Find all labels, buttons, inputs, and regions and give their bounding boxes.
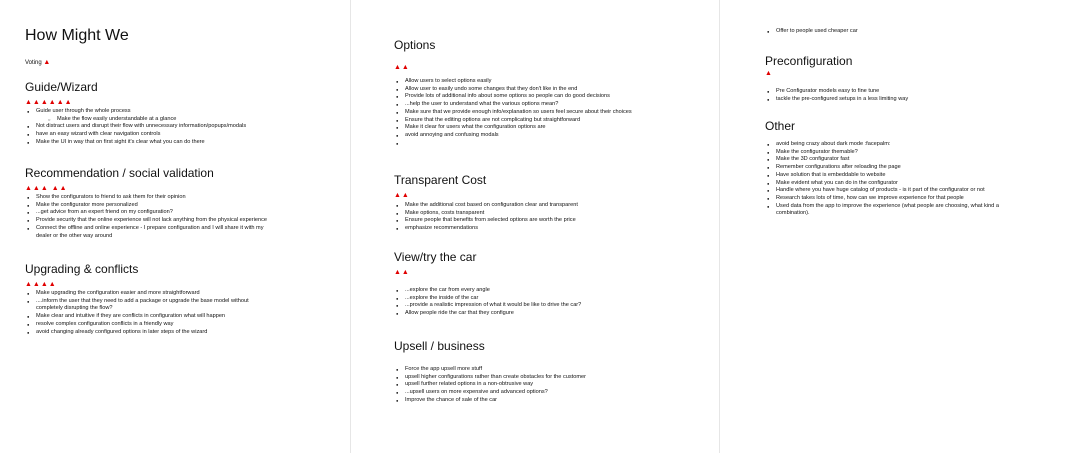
list-item: ● Provide lots of additional info about some options so people can do good decisions — [394, 93, 714, 101]
list-item: ● Make clear and intuitive if they are conflicts in configuration what will happen — [25, 313, 345, 321]
list-item: ● Make the configurator more personalized — [25, 202, 345, 210]
vote-mark-icon: ▲ — [43, 59, 52, 66]
list-item: ● Offer to people used cheaper car — [765, 28, 1065, 36]
list-item: ● Make sure that we provide enough info/explanation so users feel secure about their choices — [394, 109, 714, 117]
list-item: ● upsell higher configurations rather than create obstacles for the customer — [394, 374, 714, 382]
vote-markers: ▲▲ — [394, 269, 410, 276]
list-item: ● Pre Configurator models easy to fine tune — [765, 88, 1065, 96]
list-item: ● Handle where you have huge catalog of products - is it part of the configurator or not — [765, 187, 1065, 195]
list-item: ● ...help the user to understand what the various options mean? — [394, 101, 714, 109]
list-item: ● Make evident what you can do in the configurator — [765, 180, 1065, 188]
bullet-list-view-try — [394, 287, 714, 318]
list-item: ● Research takes lots of time, how can we improve experience for that people — [765, 195, 1065, 203]
list-item: ● Not distract users and disrupt their flow with unnecessary information/popups/modals — [25, 123, 345, 131]
section-heading-guide-wizard: Guide/Wizard — [25, 80, 98, 94]
voting-label: Voting — [25, 60, 42, 66]
bullet-list-upgrading — [25, 290, 345, 336]
list-item: ● Remember configurations after reloading the page — [765, 164, 1065, 172]
vote-markers: ▲▲▲ ▲▲ — [25, 185, 68, 192]
list-item: ● avoid annoying and confusing modals — [394, 132, 714, 140]
section-heading-preconfiguration: Preconfiguration — [765, 54, 853, 68]
bullet-list-continued — [765, 28, 1065, 36]
list-item: ● Improve the chance of sale of the car — [394, 397, 714, 405]
list-item: ● emphasize recommendations — [394, 225, 714, 233]
list-item: ● ...explore the inside of the car — [394, 295, 714, 303]
vote-markers: ▲▲ — [394, 64, 410, 71]
list-item: ● Make it clear for users what the configuration options are — [394, 124, 714, 132]
list-item: ● Show the configurators to friend to ask them for their opinion — [25, 194, 345, 202]
bullet-list-guide-wizard — [25, 108, 345, 147]
list-item: ● Ensure that the editing options are not complicating but straightforward — [394, 117, 714, 125]
list-item: ● ...explore the car from every angle — [394, 287, 714, 295]
list-item: ● Used data from the app to improve the experience (what people are choosing, what kind a — [765, 203, 1065, 211]
list-item: ● avoid being crazy about dark mode :facepalm: — [765, 141, 1065, 149]
vote-markers: ▲ — [765, 70, 773, 77]
document-page-3 — [721, 0, 1075, 453]
section-heading-other: Other — [765, 119, 796, 133]
list-item-empty — [394, 140, 714, 148]
vote-markers: ▲▲▲▲▲▲ — [25, 99, 73, 106]
section-heading-upgrading: Upgrading & conflicts — [25, 262, 139, 276]
list-item: ● ...provide a realistic impression of what it would be like to drive the car? — [394, 302, 714, 310]
list-item: ● Make the configurator themable? — [765, 149, 1065, 157]
list-item-continuation: completely disrupting the flow? — [36, 305, 113, 312]
list-item: ● ....inform the user that they need to add a package or upgrade the base model without — [25, 298, 345, 306]
bullet-list-recommendation — [25, 194, 345, 240]
list-item: ● Make options, costs transparent — [394, 210, 714, 218]
list-item: ○ Make the flow easily understandable at a glance — [25, 116, 345, 124]
section-heading-upsell: Upsell / business — [394, 339, 485, 353]
list-item: ● Make the UI in way that on first sight it's clear what you can do there — [25, 139, 345, 147]
list-item-continuation: dealer or the other way around — [36, 232, 113, 239]
vote-markers: ▲▲ — [394, 192, 410, 199]
bullet-list-transparent-cost — [394, 202, 714, 233]
list-item: ● Make upgrading the configuration easier and more straightforward — [25, 290, 345, 298]
section-heading-recommendation: Recommendation / social validation — [25, 166, 214, 180]
list-item: ● resolve complex configuration conflicts in a friendly way — [25, 321, 345, 329]
vote-markers: ▲▲▲▲ — [25, 281, 57, 288]
section-heading-transparent-cost: Transparent Cost — [394, 173, 487, 187]
list-item: ● have an easy wizard with clear navigation controls — [25, 131, 345, 139]
list-item: ● tackle the pre-configured setups in a less limiting way — [765, 96, 1065, 104]
bullet-list-other — [765, 141, 1065, 218]
section-heading-options: Options — [394, 38, 436, 52]
document-page-2 — [352, 0, 720, 453]
voting-legend — [25, 59, 51, 66]
list-item: ● Provide security that the online experience will not lack anything from the physical experience — [25, 217, 345, 225]
bullet-list-upsell — [394, 366, 714, 405]
list-item: ● Guide user through the whole process — [25, 108, 345, 116]
list-item: ● Allow user to easily undo some changes that they don't like in the end — [394, 86, 714, 94]
list-item: ● Have solution that is embeddable to website — [765, 172, 1065, 180]
list-item: ● Make the 3D configurator fast — [765, 156, 1065, 164]
list-item: ● Force the app upsell more stuff — [394, 366, 714, 374]
list-item-continuation: combination). — [776, 210, 810, 217]
document-page-1 — [0, 0, 351, 453]
list-item: ● Allow users to select options easily — [394, 78, 714, 86]
page-title: How Might We — [25, 27, 129, 44]
bullet-list-preconfiguration — [765, 88, 1065, 103]
list-item: ● Ensure people that benefits from selected options are worth the price — [394, 217, 714, 225]
list-item: ● avoid changing already configured options in later steps of the wizard — [25, 329, 345, 337]
list-item: ● upsell further related options in a non-obtrusive way — [394, 381, 714, 389]
list-item: ● Make the additional cost based on configuration clear and transparent — [394, 202, 714, 210]
list-item: ● ...get advice from an expert friend on my configuration? — [25, 209, 345, 217]
section-heading-view-try: View/try the car — [394, 250, 477, 264]
list-item: ● ...upsell users on more expensive and advanced options? — [394, 389, 714, 397]
bullet-list-options — [394, 78, 714, 147]
list-item: ● Connect the offline and online experience - I prepare configuration and I will share it with my — [25, 225, 345, 233]
list-item: ● Allow people ride the car that they configure — [394, 310, 714, 318]
